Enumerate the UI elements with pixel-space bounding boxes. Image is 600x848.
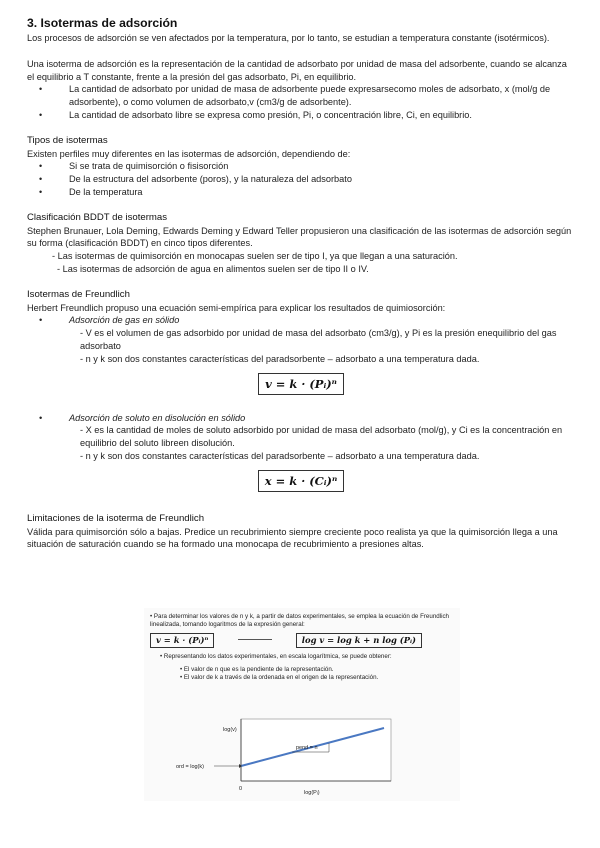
- x-axis-label: log(Pᵢ): [304, 790, 320, 796]
- figure-sub-1: • El valor de n que es la pendiente de la representación.: [180, 666, 334, 673]
- list-item: • Si se trata de quimisorción o fisisorción: [27, 160, 575, 173]
- intercept-label: ord = log(k): [176, 764, 204, 770]
- figure-formula-left: v = k · (Pᵢ)ⁿ: [150, 633, 214, 648]
- tipos-heading: Tipos de isotermas: [27, 134, 108, 146]
- freundlich-soluto-formula: x = k · (Cᵢ)ⁿ: [258, 470, 345, 492]
- freundlich-soluto-list: [27, 412, 575, 425]
- bddt-line-2: - Las isotermas de adsorción de agua en alimentos suelen ser de tipo II o IV.: [57, 263, 369, 274]
- gas-solido-title: • Adsorción de gas en sólido: [27, 314, 575, 327]
- list-item: • De la estructura del adsorbente (poros), y la naturaleza del adsorbato: [27, 173, 575, 186]
- y-axis-label: log(v): [223, 727, 237, 733]
- figure-sub-2: • El valor de k a través de la ordenada en el origen de la representación.: [180, 674, 379, 681]
- gas-line-2: - n y k son dos constantes características del paradsorbente – adsorbato a una temperatura dada.: [80, 353, 480, 364]
- definition-paragraph: Una isoterma de adsorción es la representación de la cantidad de adsorbato por unidad de masa del adsorbente, cuando se alcanza el equilibrio a T constante, frente a la presión del gas adsorbato, Pi, en equilibrio.: [27, 58, 567, 82]
- bddt-heading: Clasificación BDDT de isotermas: [27, 211, 168, 223]
- figure-formula-right: log v = log k + n log (Pᵢ): [296, 633, 422, 648]
- list-item: • La cantidad de adsorbato por unidad de masa de adsorbente puede expresarsecomo moles de adsorbato, x (mol/g de adsorbente), o como volumen de adsorbato,v (cm3/g de adsorbente).: [27, 83, 575, 109]
- tipos-list: [27, 160, 575, 198]
- freundlich-gas-formula: v = k · (Pᵢ)ⁿ: [258, 373, 344, 395]
- gas-line-1: - V es el volumen de gas adsorbido por unidad de masa del adsorbato (cm3/g), y Pi es la presión enequilibrio del gas adsorbato: [80, 328, 557, 351]
- bddt-text: Stephen Brunauer, Lola Deming, Edwards Deming y Edward Teller propusieron una clasificación de las isotermas de adsorción según su forma (clasificación BDDT) en cinco tipos diferentes.: [27, 225, 572, 249]
- freundlich-text: Herbert Freundlich propuso una ecuación semi-empírica para explicar los resultados de quimiosorción:: [27, 302, 446, 313]
- definition-list: [27, 83, 575, 121]
- soluto-line-2: - n y k son dos constantes características del paradsorbente – adsorbato a una temperatura dada.: [80, 450, 480, 461]
- soluto-title: • Adsorción de soluto en disolución en sólido: [27, 412, 575, 425]
- figure-bullet-2: • Representando los datos experimentales, en escala logarítmica, se puede obtener:: [160, 653, 392, 660]
- slope-label: pend = n: [296, 745, 318, 751]
- section-title: 3. Isotermas de adsorción: [27, 16, 178, 30]
- origin-label: 0: [239, 786, 243, 792]
- freundlich-gas-list: [27, 314, 575, 327]
- soluto-line-1: - X es la cantidad de moles de soluto adsorbido por unidad de masa del adsorbato (mol/g), y Ci es la concentración en equilibrio del soluto libreen disolución.: [80, 425, 563, 449]
- bddt-line-1: - Las isotermas de quimisorción en monocapas suelen ser de tipo I, ya que llegan a una saturación.: [52, 251, 458, 262]
- tipos-text: Existen perfiles muy diferentes en las isotermas de adsorción, dependiendo de:: [27, 148, 351, 159]
- list-item: • La cantidad de adsorbato libre se expresa como presión, Pi, o concentración libre, Ci, en equilibrio.: [27, 109, 575, 122]
- log-plot: [144, 608, 460, 801]
- limitaciones-heading: Limitaciones de la isoterma de Freundlich: [27, 512, 205, 524]
- intro-paragraph: Los procesos de adsorción se ven afectados por la temperatura, por lo tanto, se estudian a temperatura constante (isotérmicos).: [27, 33, 550, 43]
- freundlich-heading: Isotermas de Freundlich: [27, 288, 130, 300]
- document-page: [27, 16, 575, 551]
- freundlich-figure: [144, 608, 460, 801]
- limitaciones-text: Válida para quimisorción sólo a bajas. Predice un recubrimiento siempre creciente poco realista ya que la quimisorción llega a una situación de saturación cuando se ha formado una monocapa de recubrimiento a presiones altas.: [27, 526, 558, 550]
- list-item: • De la temperatura: [27, 186, 575, 199]
- figure-bullet-1: • Para determinar los valores de n y k, a partir de datos experimentales, se emplea la ecuación de Freundlich linealizada, tomando logaritmos de la expresión general:: [150, 613, 449, 628]
